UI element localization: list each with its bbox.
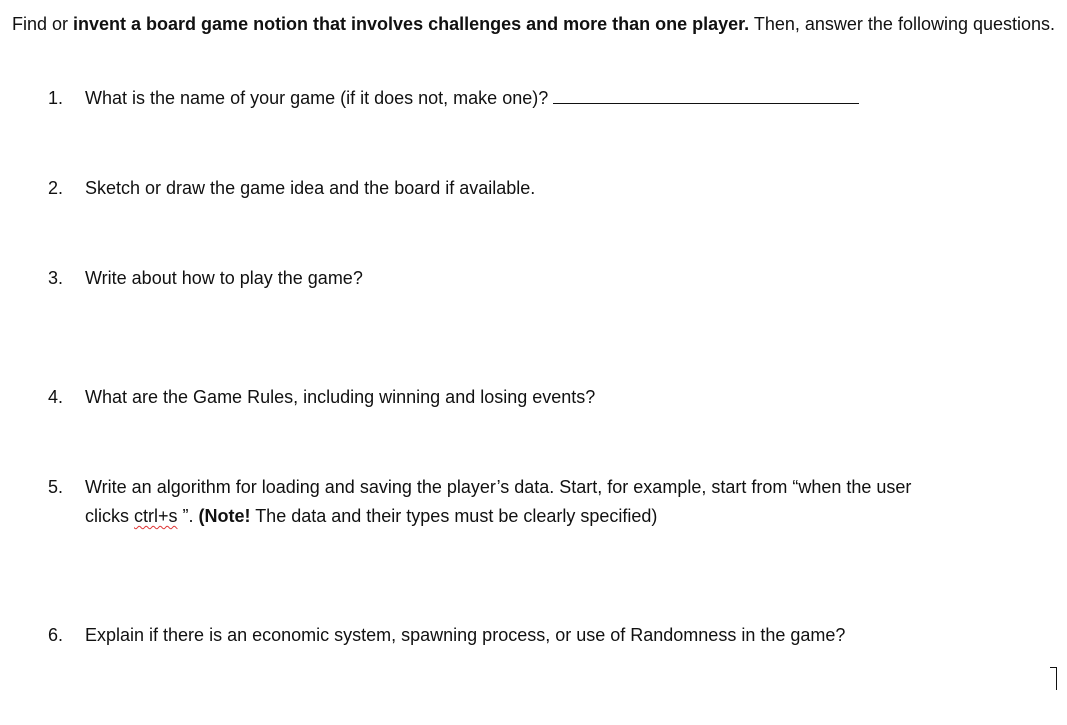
question-6-text: Explain if there is an economic system, spawning process, or use of Randomness in the game? (85, 625, 846, 645)
question-number: 3. (48, 268, 64, 288)
intro-text-end: Then, answer the following questions. (749, 14, 1056, 34)
text-cursor (1056, 667, 1057, 690)
question-3-text: Write about how to play the game? (85, 268, 363, 288)
question-5-continuation (85, 502, 657, 531)
question-number: 2. (48, 178, 64, 198)
intro-bold-text: invent a board game notion that involves challenges and more than one player. (73, 14, 750, 34)
q5-line2-pre: clicks (85, 506, 134, 526)
answer-blank-line[interactable] (553, 85, 859, 104)
question-text (85, 84, 1045, 113)
note-label: (Note! (198, 506, 251, 526)
question-number: 5. (48, 477, 64, 497)
question-4-text: What are the Game Rules, including winning and losing events? (85, 387, 596, 407)
spellcheck-flagged-word: ctrl+s (134, 506, 178, 526)
intro-text: Find or (12, 14, 74, 34)
q5-quote: ”. (177, 506, 199, 526)
question-5-text: Write an algorithm for loading and saving the player’s data. Start, for example, start from “when the user (85, 477, 912, 497)
instructions-paragraph (12, 10, 1062, 39)
question-number: 6. (48, 625, 64, 645)
question-1-text: What is the name of your game (if it does not, make one)? (85, 88, 549, 108)
question-2-text: Sketch or draw the game idea and the board if available. (85, 178, 536, 198)
question-number: 4. (48, 387, 64, 407)
q5-line2-post: The data and their types must be clearly specified) (250, 506, 658, 526)
question-number: 1. (48, 88, 64, 108)
